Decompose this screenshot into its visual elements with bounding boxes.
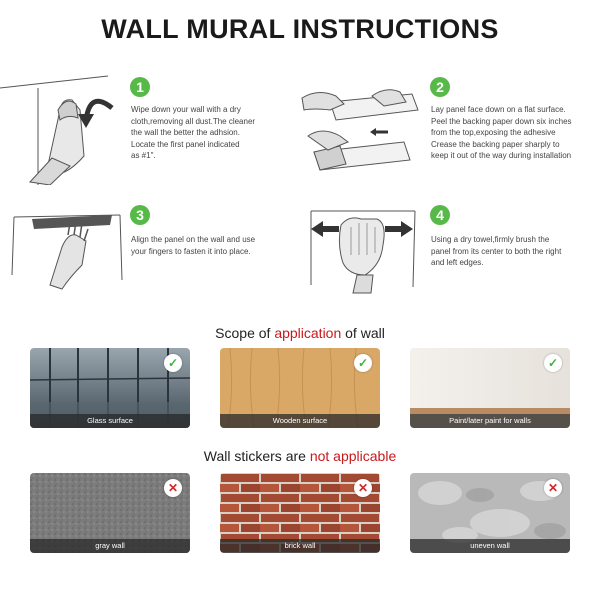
step-2-line: Lay panel face down on a flat surface.: [431, 105, 566, 114]
card-caption: uneven wall: [410, 539, 570, 553]
glass-surface-card: [30, 348, 190, 428]
check-icon: ✓: [164, 354, 182, 372]
step-3-line: your fingers to fasten it into place.: [131, 246, 251, 256]
step-4-text: [431, 234, 596, 269]
not-heading-pre: Wall stickers are: [203, 448, 310, 464]
step-3-text: [131, 234, 291, 257]
not-heading-highlight: not applicable: [309, 448, 397, 464]
cross-icon: ✕: [354, 479, 372, 497]
scope-heading-pre: Scope of: [215, 325, 275, 341]
step-2-line: Peel the backing paper down six inches: [431, 116, 572, 126]
wooden-surface-card: [220, 348, 380, 428]
step-4-line: and left edges.: [431, 258, 484, 267]
page-title: WALL MURAL INSTRUCTIONS: [101, 14, 499, 44]
step-1-line: the wall the better the adhsion.: [131, 128, 240, 137]
card-caption: brick wall: [220, 539, 380, 553]
step-2-line: Crease the backing paper sharply to: [431, 139, 560, 149]
step-4-badge: 4: [430, 205, 450, 225]
step-2-line: keep it out of the way during installation: [431, 151, 572, 160]
step-3-line: Align the panel on the wall and use: [131, 235, 256, 244]
step-2-line: from the top,exposing the adhesive: [431, 128, 556, 137]
step-4-line: Using a dry towel,firmly brush the: [431, 235, 550, 244]
step-4-illustration: [305, 205, 423, 295]
cross-icon: ✕: [164, 479, 182, 497]
check-icon: ✓: [354, 354, 372, 372]
step-1-line: cloth,removing all dust.The cleaner: [131, 116, 256, 126]
paint-wall-card: [410, 348, 570, 428]
cross-icon: ✕: [544, 479, 562, 497]
brick-wall-card: [220, 473, 380, 553]
step-1-illustration: [0, 70, 125, 185]
card-caption: Glass surface: [30, 414, 190, 428]
step-1-text: [131, 104, 291, 162]
step-2-badge: 2: [430, 77, 450, 97]
scope-heading: [0, 325, 600, 341]
not-applicable-heading: [0, 448, 600, 464]
step-2-text: [431, 104, 599, 162]
step-1-line: Wipe down your wall with a dry: [131, 105, 241, 114]
card-caption: gray wall: [30, 539, 190, 553]
check-icon: ✓: [544, 354, 562, 372]
gray-wall-card: [30, 473, 190, 553]
step-1-line: Locate the first panel indicated: [131, 139, 240, 149]
step-3-badge: 3: [130, 205, 150, 225]
step-1-line: as #1".: [131, 151, 156, 160]
uneven-wall-card: [410, 473, 570, 553]
step-4-line: panel from its center to both the right: [431, 246, 562, 256]
scope-heading-post: of wall: [341, 325, 385, 341]
card-caption: Wooden surface: [220, 414, 380, 428]
step-1-badge: 1: [130, 77, 150, 97]
card-caption: Paint/later paint for walls: [410, 414, 570, 428]
step-2-illustration: [300, 80, 422, 175]
step-3-illustration: [10, 205, 128, 290]
scope-heading-highlight: application: [274, 325, 342, 341]
